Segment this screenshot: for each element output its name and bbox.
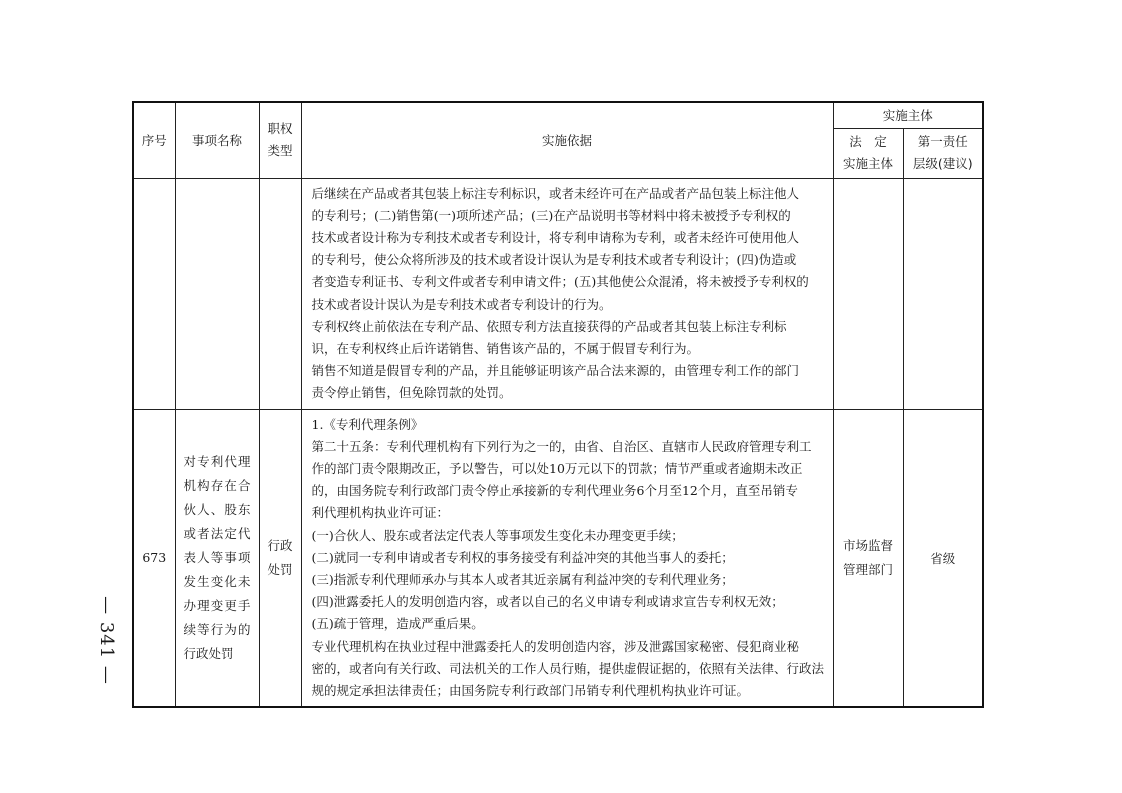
matter-table [132,101,984,708]
table-row [133,409,983,707]
basis-line: 的专利号；(二)销售第(一)项所述产品；(三)在产品说明书等材料中将未被授予专利权的 [311,207,791,223]
basis-line: 后继续在产品或者其包装上标注专利标识，或者未经许可在产品或者产品包装上标注他人 [311,185,800,201]
row-authority-type [259,178,301,409]
basis-line: 技术或者设计称为专利技术或者专利设计，将专利申请称为专利，或者未经许可使用他人 [311,229,800,245]
row-seq [133,178,175,409]
header-legal-subject [833,128,903,178]
row-legal-subject [833,409,903,707]
row-legal-subject-line2: 管理部门 [842,561,893,577]
row-basis [301,409,833,707]
basis-line: (一)合伙人、股东或者法定代表人等事项发生变化未办理变更手续； [311,527,684,543]
basis-line: 的专利号，使公众将所涉及的技术或者设计误认为是专利技术或者专利设计；(四)伪造或 [311,252,797,268]
basis-line: 专利权终止前依法在专利产品、依照专利方法直接获得的产品或者其包装上标注专利标 [311,318,787,334]
header-legal-subject-line1: 法 定 [849,134,887,149]
row-seq: 673 [133,409,175,707]
row-authority-type [259,409,301,707]
basis-line: 利代理机构执业许可证： [311,505,450,521]
header-authority-type-line1: 职权 [267,121,293,137]
basis-line: 专业代理机构在执业过程中泄露委托人的发明创造内容，涉及泄露国家秘密、侵犯商业秘 [311,638,800,654]
basis-line: 识，在专利权终止后许诺销售、销售该产品的，不属于假冒专利行为。 [311,340,700,356]
basis-line: (二)就同一专利申请或者专利权的事务接受有利益冲突的其他当事人的委托； [311,549,734,565]
basis-line: 规的规定承担法律责任；由国务院专利行政部门吊销专利代理机构执业许可证。 [311,682,750,698]
header-first-resp-line1: 第一责任 [917,134,968,149]
row-item-name [175,178,259,409]
basis-line: 第二十五条：专利代理机构有下列行为之一的，由省、自治区、直辖市人民政府管理专利工 [311,438,812,454]
row-authority-type-line1: 行政 [267,537,293,553]
header-subject: 实施主体 [833,102,983,128]
header-basis: 实施依据 [301,102,833,178]
row-first-resp [903,178,983,409]
table-row [133,178,983,409]
row-authority-type-line2: 处罚 [267,561,293,577]
basis-line: 的，由国务院专利行政部门责令停止承接新的专利代理业务6个月至12个月，直至吊销专 [311,483,798,499]
basis-line: 1.《专利代理条例》 [311,416,424,432]
row-item-name: 对专利代理机构存在合伙人、股东或者法定代表人等事项发生变化未办理变更手续等行为的行政处罚 [175,409,259,707]
header-first-resp-line2: 层级(建议) [912,156,973,171]
header-authority-type-line2: 类型 [267,143,293,159]
page-number: — 341 — [95,595,117,685]
row-first-resp: 省级 [903,409,983,707]
header-seq: 序号 [133,102,175,178]
basis-line: 者变造专利证书、专利文件或者专利申请文件；(五)其他使公众混淆，将未被授予专利权的 [311,274,809,290]
basis-line: (三)指派专利代理师承办与其本人或者其近亲属有利益冲突的专利代理业务； [311,571,734,587]
basis-line: 作的部门责令限期改正，予以警告，可以处10万元以下的罚款；情节严重或者逾期未改正 [311,460,803,476]
basis-line: 销售不知道是假冒专利的产品，并且能够证明该产品合法来源的，由管理专利工作的部门 [311,363,800,379]
basis-line: 密的，或者向有关行政、司法机关的工作人员行贿，提供虚假证据的，依照有关法律、行政法 [311,660,825,676]
row-legal-subject [833,178,903,409]
basis-line: (四)泄露委托人的发明创造内容，或者以自己的名义申请专利或请求宣告专利权无效； [311,594,784,610]
basis-line: (五)疏于管理，造成严重后果。 [311,616,484,632]
header-item-name: 事项名称 [175,102,259,178]
row-legal-subject-line1: 市场监督 [842,537,893,553]
row-basis [301,178,833,409]
basis-line: 责令停止销售，但免除罚款的处罚。 [311,385,512,401]
header-first-resp [903,128,983,178]
header-authority-type [259,102,301,178]
header-legal-subject-line2: 实施主体 [842,156,893,171]
basis-line: 技术或者设计误认为是专利技术或者专利设计的行为。 [311,296,612,312]
